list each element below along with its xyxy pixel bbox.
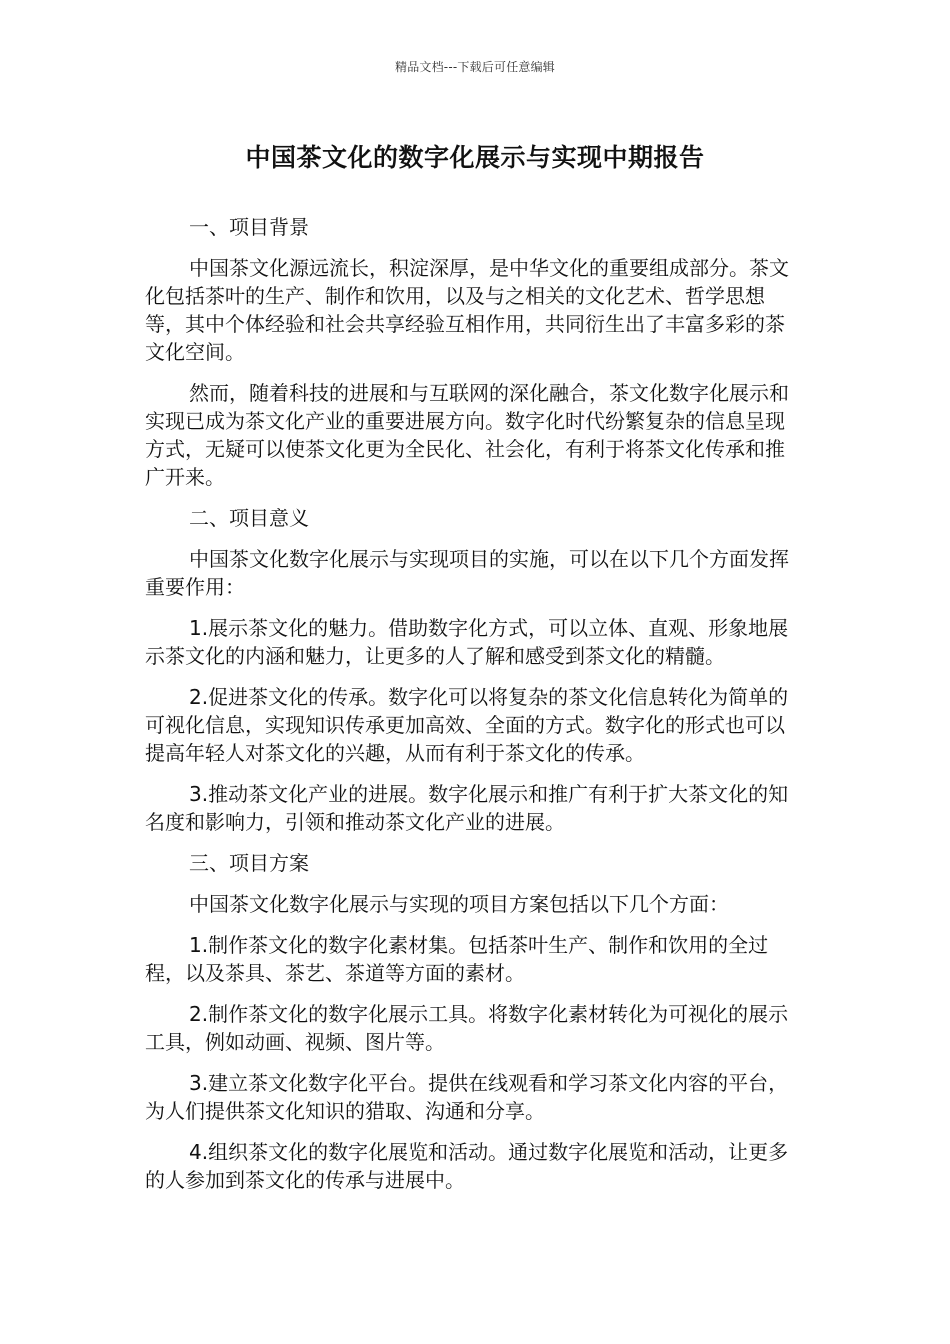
list-item: 1.展示茶文化的魅力。借助数字化方式，可以立体、直观、形象地展示茶文化的内涵和魅力，让更多的人了解和感受到茶文化的精髓。	[145, 616, 789, 668]
list-item: 3.建立茶文化数字化平台。提供在线观看和学习茶文化内容的平台，为人们提供茶文化知识的猎取、沟通和分享。	[145, 1071, 789, 1123]
paragraph: 然而，随着科技的进展和与互联网的深化融合，茶文化数字化展示和实现已成为茶文化产业的重要进展方向。数字化时代纷繁复杂的信息呈现方式，无疑可以使茶文化更为全民化、社会化，有利于将茶文化传承和推广开来。	[145, 381, 789, 489]
document-body	[145, 213, 795, 1207]
paragraph: 中国茶文化数字化展示与实现项目的实施，可以在以下几个方面发挥重要作用：	[145, 547, 789, 599]
section-heading-plan: 三、项目方案	[189, 851, 309, 875]
list-item: 2.促进茶文化的传承。数字化可以将复杂的茶文化信息转化为简单的可视化信息，实现知识传承更加高效、全面的方式。数字化的形式也可以提高年轻人对茶文化的兴趣，从而有利于茶文化的传承。	[145, 685, 789, 765]
section-heading-background: 一、项目背景	[189, 215, 309, 239]
list-item: 2.制作茶文化的数字化展示工具。将数字化素材转化为可视化的展示工具，例如动画、视频、图片等。	[145, 1002, 789, 1054]
section-heading-significance: 二、项目意义	[189, 506, 309, 530]
list-item: 3.推动茶文化产业的进展。数字化展示和推广有利于扩大茶文化的知名度和影响力，引领和推动茶文化产业的进展。	[145, 782, 789, 834]
list-item: 1.制作茶文化的数字化素材集。包括茶叶生产、制作和饮用的全过程，以及茶具、茶艺、茶道等方面的素材。	[145, 933, 769, 985]
list-item: 4.组织茶文化的数字化展览和活动。通过数字化展览和活动，让更多的人参加到茶文化的传承与进展中。	[145, 1140, 789, 1192]
paragraph: 中国茶文化数字化展示与实现的项目方案包括以下几个方面：	[189, 892, 729, 916]
document-title: 中国茶文化的数字化展示与实现中期报告	[245, 143, 705, 172]
paragraph: 中国茶文化源远流长，积淀深厚，是中华文化的重要组成部分。茶文化包括茶叶的生产、制作和饮用，以及与之相关的文化艺术、哲学思想等，其中个体经验和社会共享经验互相作用，共同衍生出了丰富多彩的茶文化空间。	[145, 256, 789, 364]
header-note: 精品文档---下载后可任意编辑	[395, 60, 555, 74]
